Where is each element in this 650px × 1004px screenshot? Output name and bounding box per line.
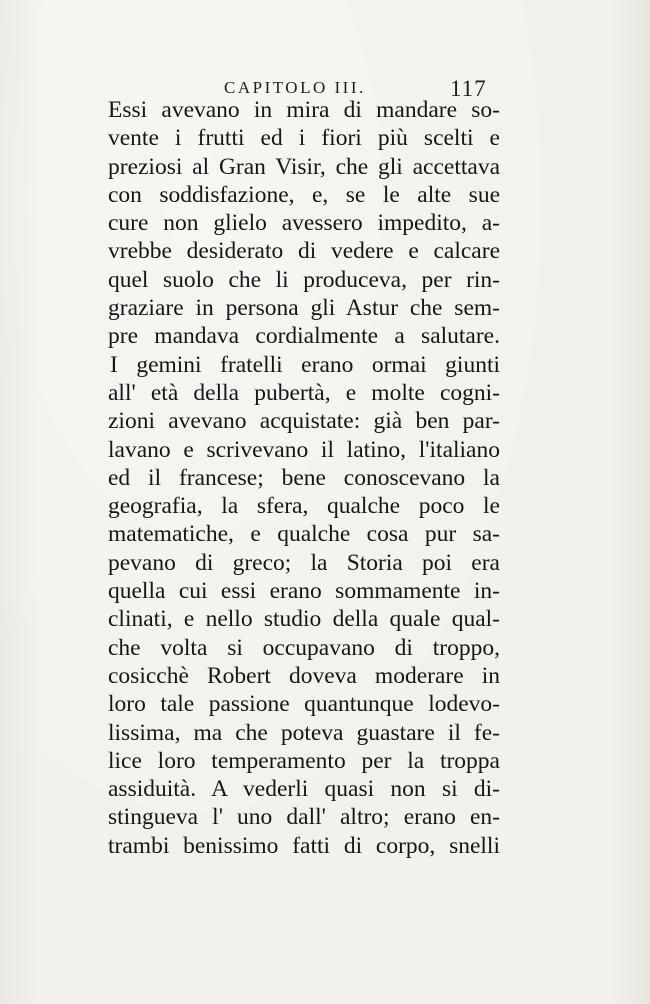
text-line: ed il francese; bene conoscevano la bbox=[108, 464, 500, 491]
text-line: all' età della pubertà, e molte cogni- bbox=[108, 379, 500, 406]
text-line: preziosi al Gran Visir, che gli accettava bbox=[108, 153, 500, 180]
text-line: geografia, la sfera, qualche poco le bbox=[108, 493, 500, 520]
text-line: con soddisfazione, e, se le alte sue bbox=[108, 181, 500, 208]
text-line: loro tale passione quantunque lodevo- bbox=[108, 691, 500, 718]
text-line: vente i frutti ed i fiori più scelti e bbox=[108, 125, 500, 152]
text-line: lissima, ma che poteva guastare il fe- bbox=[108, 719, 500, 746]
text-line: pre mandava cordialmente a salutare. bbox=[108, 323, 500, 350]
paragraph-start-line: I gemini fratelli erano ormai giunti bbox=[110, 351, 500, 378]
text-line: graziare in persona gli Astur che sem- bbox=[108, 295, 500, 322]
text-line: trambi benissimo fatti di corpo, snelli bbox=[108, 832, 500, 859]
text-line: zioni avevano acquistate: già ben par- bbox=[108, 408, 500, 435]
text-line: pevano di greco; la Storia poi era bbox=[108, 549, 500, 576]
text-line: matematiche, e qualche cosa pur sa- bbox=[108, 521, 500, 548]
text-line: quella cui essi erano sommamente in- bbox=[108, 578, 500, 605]
running-title: CAPITOLO III. bbox=[224, 78, 366, 97]
text-line: lavano e scrivevano il latino, l'italiano bbox=[108, 436, 500, 463]
text-line: stingueva l' uno dall' altro; erano en- bbox=[108, 804, 500, 831]
text-line: clinati, e nello studio della quale qual- bbox=[108, 606, 500, 633]
text-line: quel suolo che li produceva, per rin- bbox=[108, 266, 500, 293]
text-line: cure non glielo avessero impedito, a- bbox=[108, 210, 500, 237]
text-line: cosicchè Robert doveva moderare in bbox=[108, 662, 500, 689]
text-line: che volta si occupavano di troppo, bbox=[108, 634, 500, 661]
text-line: vrebbe desiderato di vedere e calcare bbox=[108, 238, 500, 265]
body-text bbox=[108, 96, 500, 860]
text-line: assiduità. A vederli quasi non si di- bbox=[108, 776, 500, 803]
page-number: 117 bbox=[450, 76, 487, 101]
text-line: lice loro temperamento per la troppa bbox=[108, 747, 500, 774]
text-line: Essi avevano in mira di mandare so- bbox=[108, 97, 500, 123]
